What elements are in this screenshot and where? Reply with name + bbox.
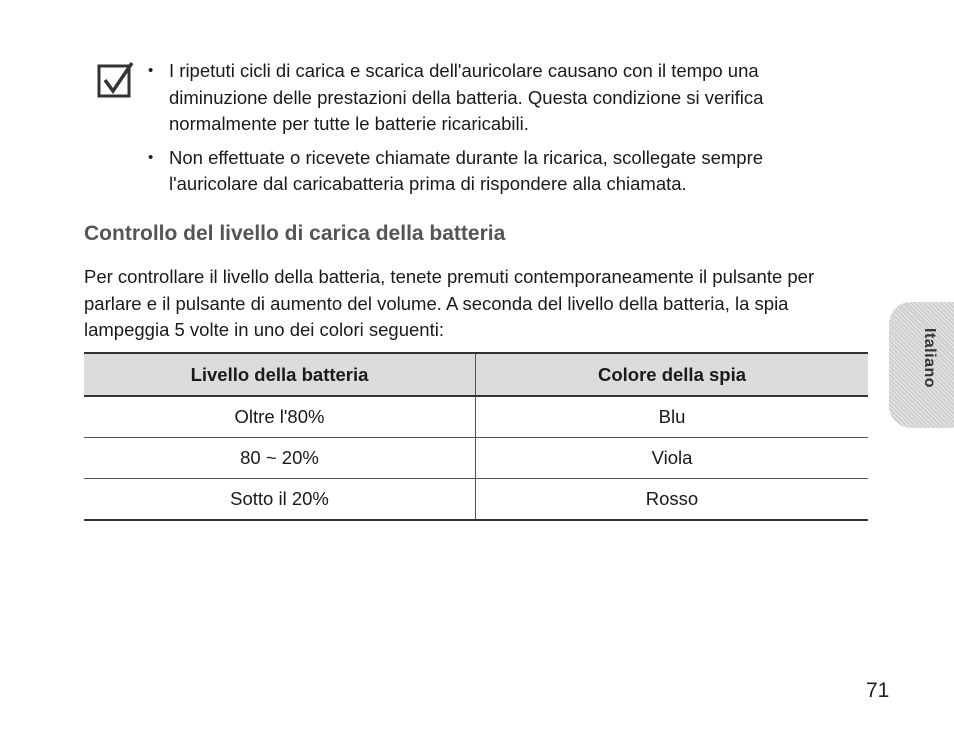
check-note-icon: [97, 60, 135, 98]
section-title: Controllo del livello di carica della batteria: [84, 222, 506, 245]
battery-level-table: [84, 352, 868, 521]
note-item: • Non effettuate o ricevete chiamate durante la ricarica, scollegate sempre l'auricolare dal caricabatteria prima di rispondere alla chiamata.: [146, 145, 846, 198]
table-cell-level: Sotto il 20%: [84, 479, 476, 521]
table-row: [84, 396, 868, 438]
language-tab-label: Italiano: [921, 328, 938, 389]
table-cell-color: Blu: [476, 396, 869, 438]
note-list: [146, 58, 846, 205]
table-row: [84, 479, 868, 521]
page-number: 71: [866, 679, 890, 702]
table-row: [84, 438, 868, 479]
table-header-row: [84, 353, 868, 396]
table-cell-color: Rosso: [476, 479, 869, 521]
note-item: • I ripetuti cicli di carica e scarica dell'auricolare causano con il tempo una diminuzione delle prestazioni della batteria. Questa condizione si verifica normalmente per tutte le batterie ricaricabili.: [146, 58, 846, 138]
table-cell-color: Viola: [476, 438, 869, 479]
table-cell-level: 80 ~ 20%: [84, 438, 476, 479]
table-cell-level: Oltre l'80%: [84, 396, 476, 438]
table-header-color: Colore della spia: [476, 353, 869, 396]
section-body: Per controllare il livello della batteria, tenete premuti contemporaneamente il pulsante per parlare e il pulsante di aumento del volume. A seconda del livello della batteria, la spia lampeggia 5 volte in uno dei colori seguenti:: [84, 266, 815, 340]
table-header-level: Livello della batteria: [84, 353, 476, 396]
